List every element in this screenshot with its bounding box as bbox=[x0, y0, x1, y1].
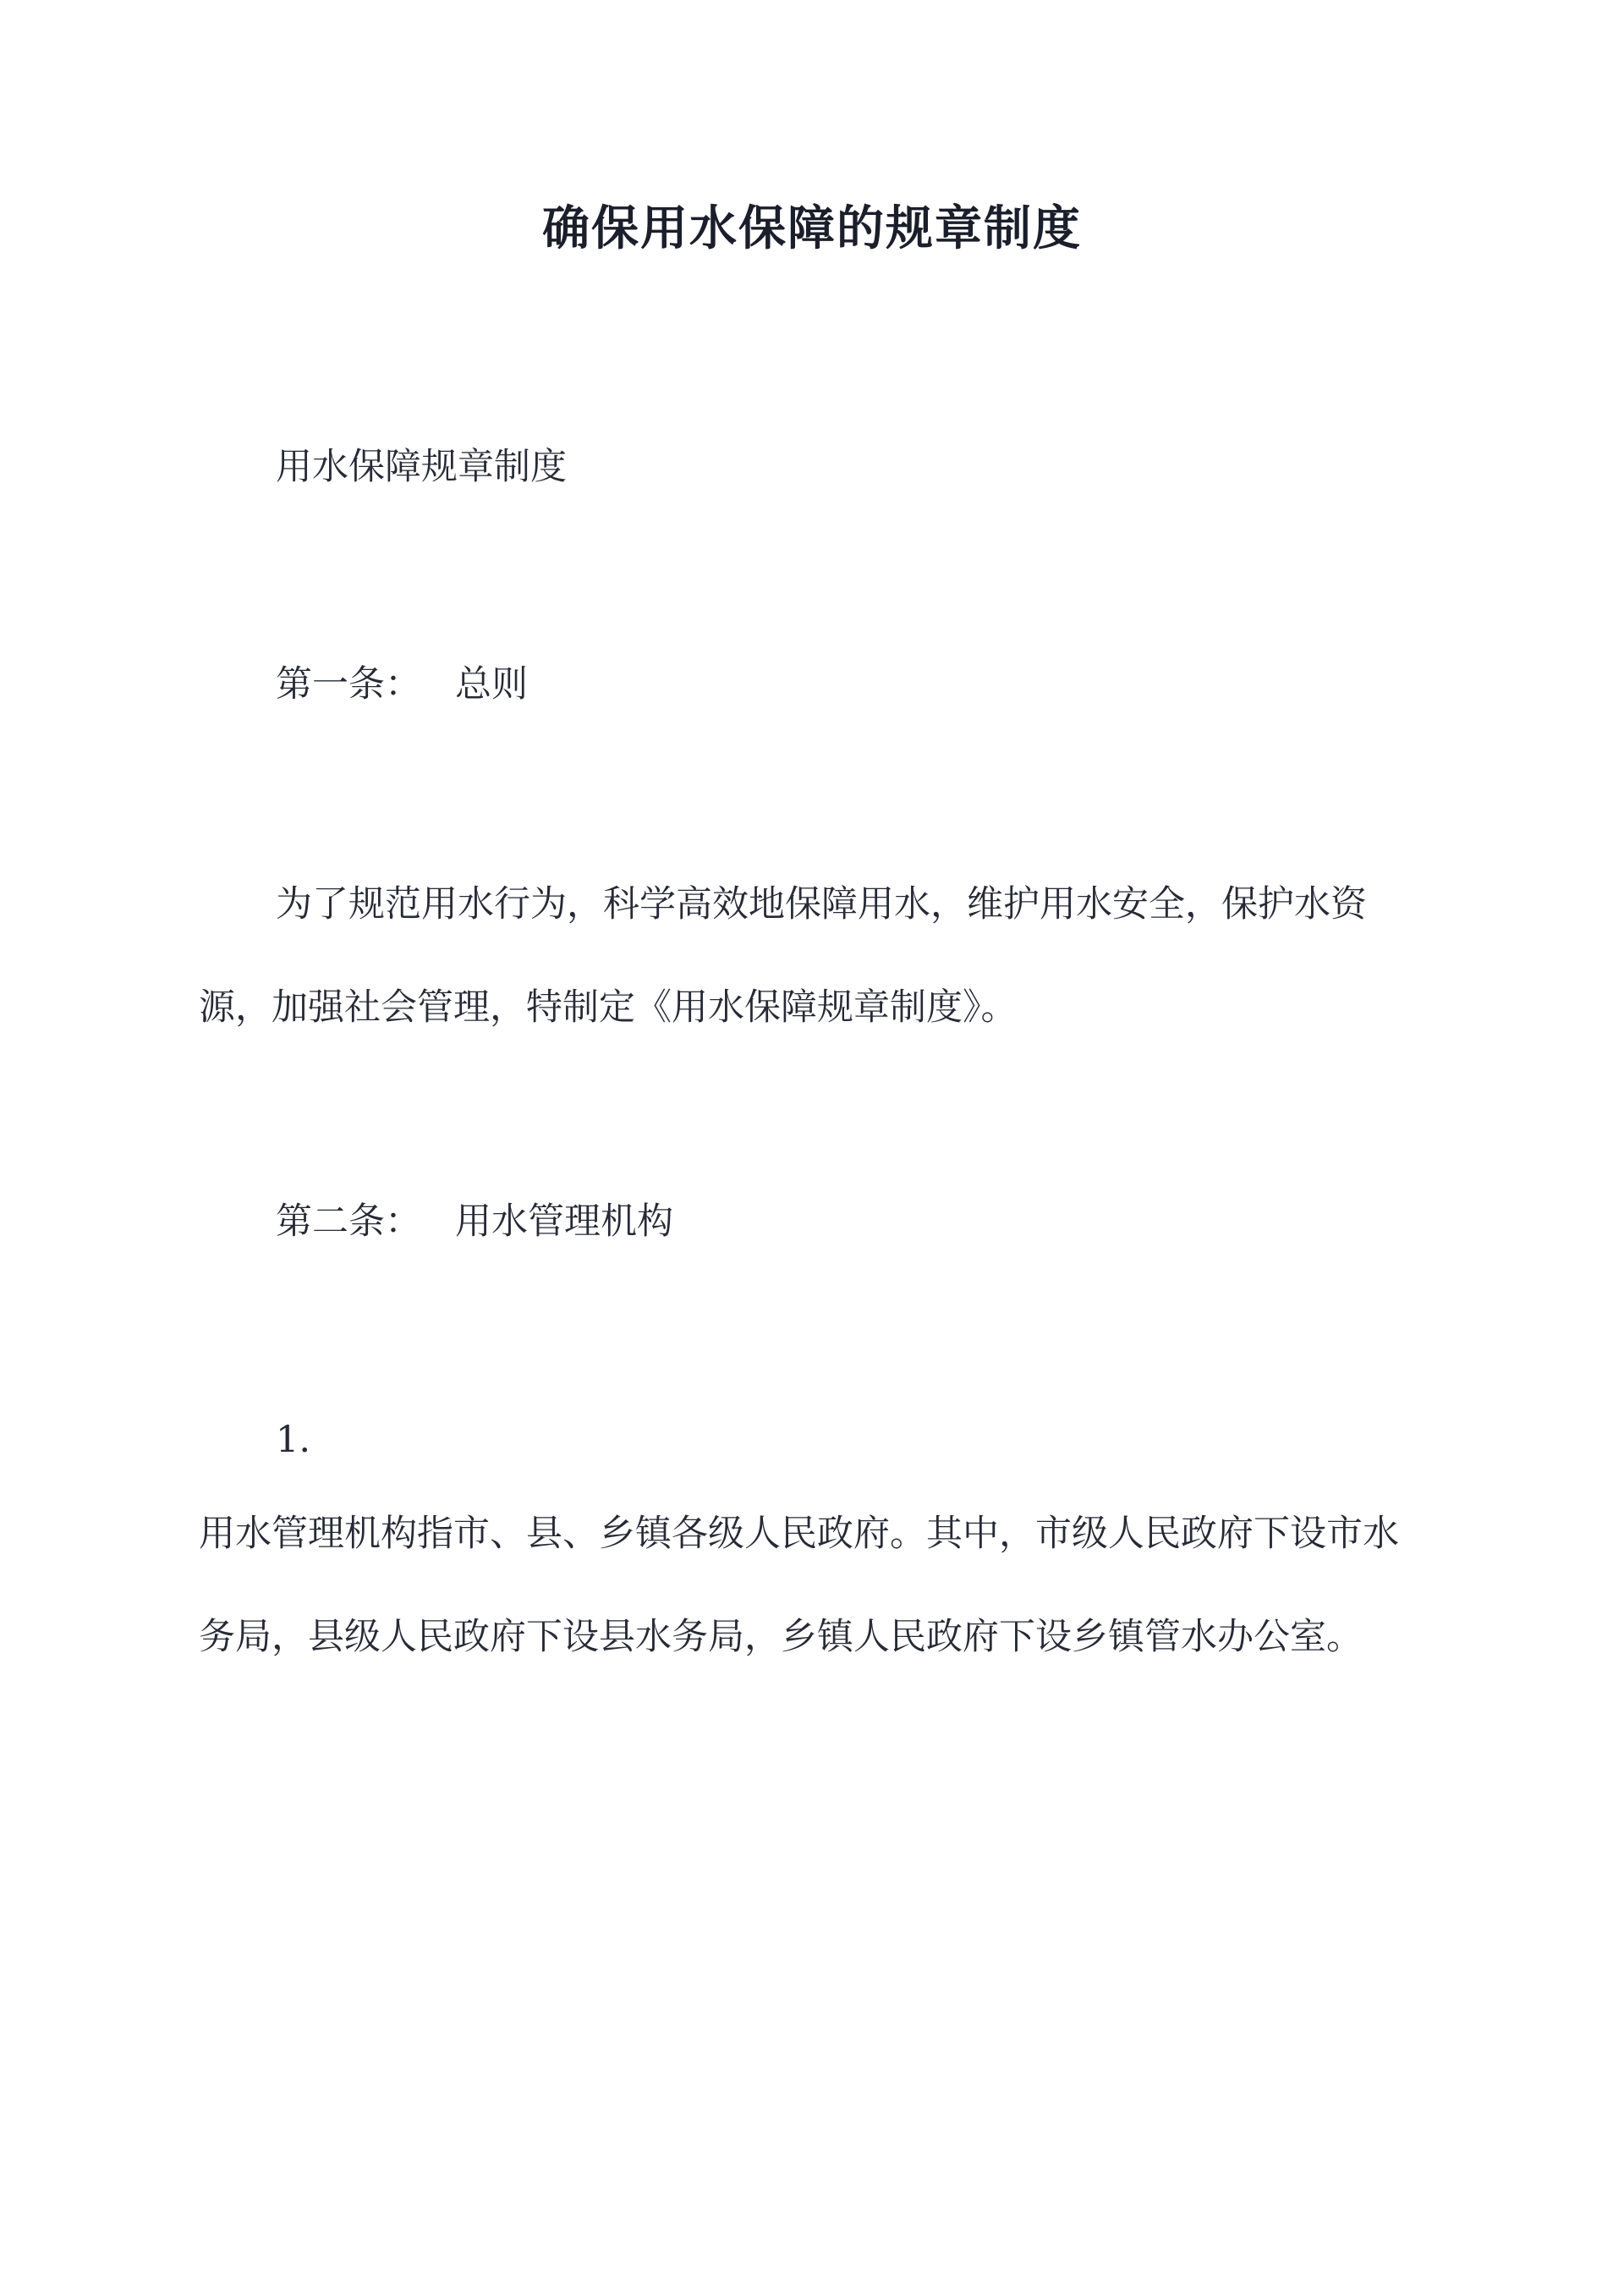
article-1-title: 总则 bbox=[455, 663, 528, 706]
article-2-item-body: 用水管理机构指市、县、乡镇各级人民政府。其中，市级人民政府下设市水务局，县级人民政府下设县水务局，乡镇人民政府下设乡镇管水办公室。 bbox=[199, 1513, 1399, 1658]
article-1-heading bbox=[199, 654, 1425, 715]
document-title: 确保用水保障的规章制度 bbox=[542, 200, 1082, 256]
article-2-label: 第二条： bbox=[276, 1200, 421, 1243]
article-2-item-number: 1. bbox=[276, 1419, 311, 1461]
article-1-body: 为了规范用水行为，科学高效地保障用水，维护用水安全，保护水资源，加强社会管理，特制定《用水保障规章制度》。 bbox=[199, 883, 1367, 1029]
article-1-label: 第一条： bbox=[276, 663, 421, 706]
document-subtitle: 用水保障规章制度 bbox=[276, 446, 567, 488]
article-2-heading bbox=[199, 1191, 1425, 1252]
article-2-title: 用水管理机构 bbox=[455, 1200, 673, 1243]
